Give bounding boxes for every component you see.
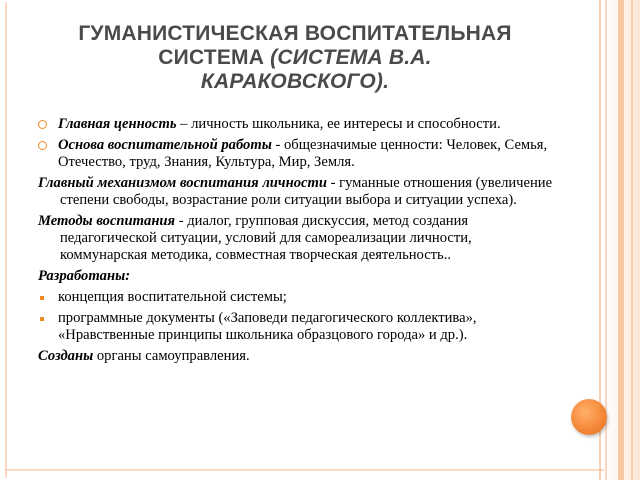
list-item-documents-text: программные документы («Заповеди педагогического коллектива», «Нравственные принципы школьника образцового города» и др.). [58, 310, 477, 343]
mechanism-label: Главный механизмом воспитания личности [38, 175, 327, 191]
list-item-concept [38, 289, 558, 306]
title-line-2-main: СИСТЕМА [158, 46, 271, 69]
orange-circle-icon [571, 399, 607, 435]
work-basis-text: - общезначимые ценности: Человек, Семья, Отечество, труд, Знания, Культура, Мир, Земля. [58, 137, 548, 170]
title-line-1: ГУМАНИСТИЧЕСКАЯ ВОСПИТАТЕЛЬНАЯ [78, 22, 512, 45]
paragraph-developed [38, 268, 558, 285]
slide-content [38, 116, 558, 369]
main-value-text: – личность школьника, ее интересы и способности. [176, 116, 501, 132]
paragraph-methods [38, 213, 558, 264]
developed-label: Разработаны: [38, 268, 131, 284]
created-text: органы самоуправления. [93, 348, 250, 364]
created-label: Созданы [38, 348, 94, 364]
title-line-2 [30, 46, 560, 70]
title-line-2-sub: (СИСТЕМА В.А. [270, 46, 432, 69]
mechanism-text: - гуманные отношения (увеличение степени свободы, возрастание роли ситуации выбора и ситуации успеха). [60, 175, 553, 208]
paragraph-mechanism [38, 175, 558, 209]
slide-title [30, 22, 560, 94]
title-line-3: КАРАКОВСКОГО). [200, 70, 390, 93]
paragraph-created [38, 348, 558, 365]
methods-label: Методы воспитания [38, 213, 176, 229]
main-value-label: Главная ценность [58, 116, 177, 132]
list-item-documents [38, 310, 558, 344]
methods-text: - диалог, групповая дискуссия, метод создания педагогической ситуации, условий для самореализации личности, коммунарская методика, совместная творческая деятельность.. [60, 213, 472, 263]
work-basis-label: Основа воспитательной работы [58, 137, 272, 153]
bullet-work-basis [38, 137, 558, 171]
bullet-main-value [38, 116, 558, 133]
list-item-concept-text: концепция воспитательной системы; [58, 289, 287, 305]
